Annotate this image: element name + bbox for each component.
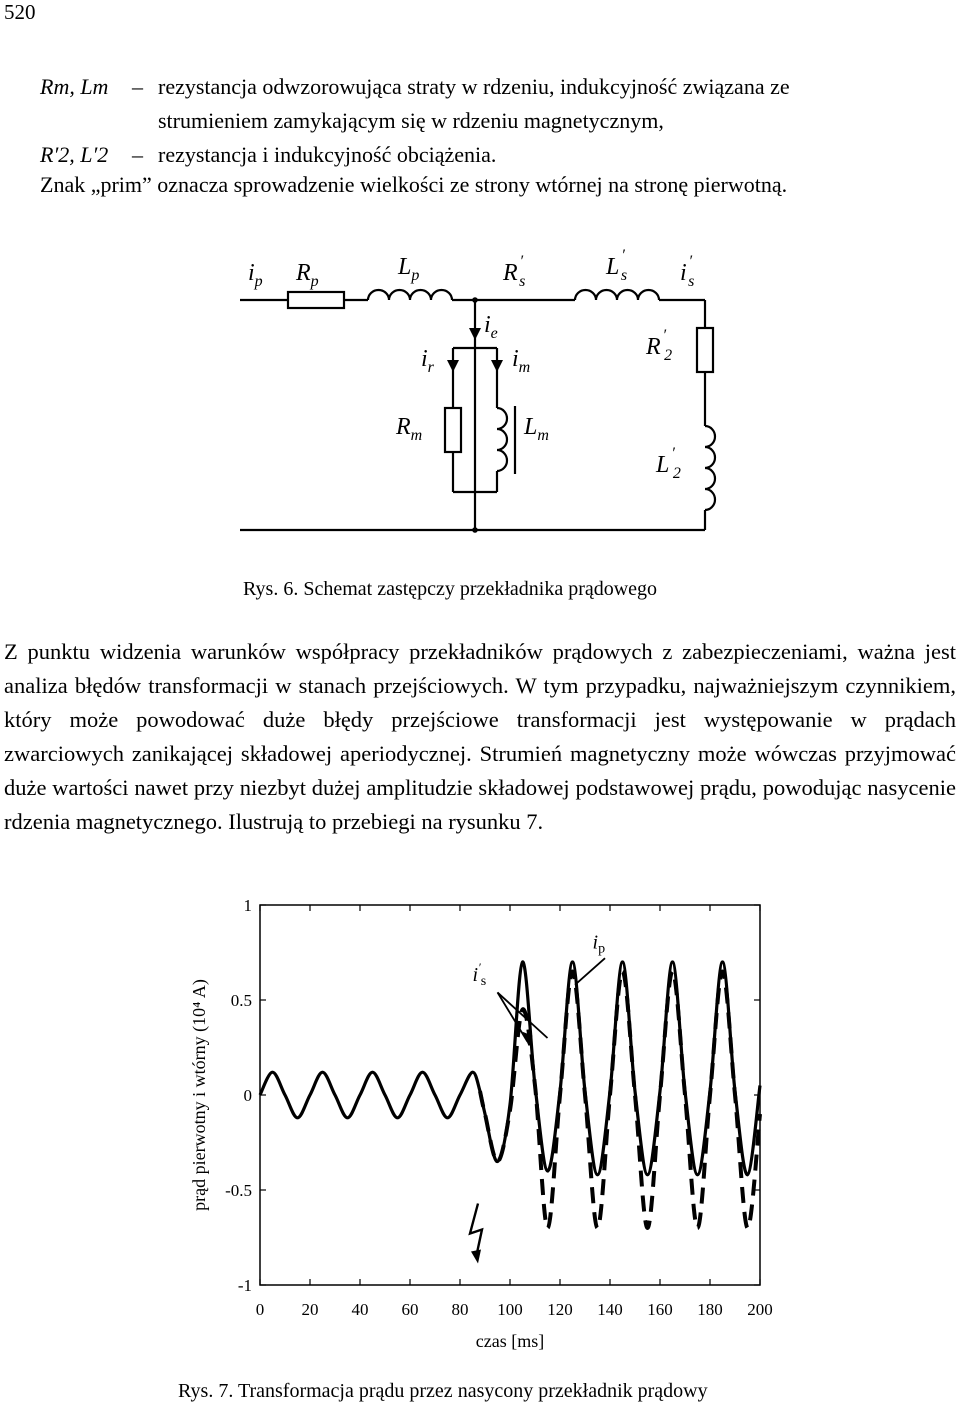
x-tick-label: 160 [647, 1300, 673, 1319]
label-ip: $i_p$ [248, 260, 263, 290]
current-transformation-chart [0, 880, 960, 1360]
definition-continuation: strumieniem zamykającym się w rdzeniu magnetycznym, [158, 108, 664, 133]
label-ls: L ′ s [606, 247, 628, 284]
x-tick-label: 40 [351, 1300, 369, 1319]
annotation-is-prime: ′ [478, 960, 481, 974]
y-tick-label: -1 [237, 1276, 252, 1295]
annotation-is [473, 960, 487, 989]
x-axis-label: czas [ms] [475, 1331, 545, 1351]
label-ir: $i_r$ [421, 346, 434, 376]
definition-symbol: Rm, Lm [40, 74, 109, 99]
ir-arrow-icon [447, 360, 459, 372]
definition-dash: – [132, 74, 143, 99]
annotation-is-sub: s [480, 974, 487, 989]
label-lp: $L_p$ [398, 254, 420, 284]
ls-inductor [575, 290, 659, 300]
x-tick-label: 180 [697, 1300, 723, 1319]
y-tick-label: -0.5 [225, 1181, 252, 1200]
annotation-ip-main: i [592, 931, 599, 954]
definition-dash: – [132, 142, 143, 167]
fault-lightning-icon [470, 1204, 482, 1258]
rp-resistor [288, 292, 344, 308]
x-tick-label: 0 [255, 1300, 265, 1319]
chart-series [260, 962, 760, 1228]
annotation-ip-pointer [575, 958, 605, 985]
y-tick-label: 1 [243, 896, 252, 915]
node-dot [472, 527, 478, 533]
y-tick-label: 0.5 [230, 991, 252, 1010]
x-tick-label: 120 [547, 1300, 573, 1319]
fault-arrowhead-icon [471, 1250, 481, 1264]
ie-arrow-icon [469, 328, 481, 340]
x-tick-label: 200 [747, 1300, 773, 1319]
label-is: i ′ s [680, 253, 695, 290]
page-number: 520 [4, 0, 36, 24]
label-ie: $i_e$ [484, 312, 498, 342]
annotation-is-pointer [498, 992, 528, 1041]
figure6-caption: Rys. 6. Schemat zastępczy przekładnika prądowego [243, 578, 658, 600]
label-rm: $R_m$ [396, 414, 423, 444]
x-tick-label: 100 [497, 1300, 523, 1319]
definition-symbol: R′2, L′2 [40, 142, 109, 167]
definitions-list [40, 70, 940, 172]
definition-rm-lm [40, 70, 940, 104]
r2-resistor [697, 328, 713, 372]
x-tick-label: 140 [597, 1300, 623, 1319]
label-r2: R ′ 2 [646, 327, 673, 364]
y-tick-label: 0 [243, 1086, 252, 1105]
l2-inductor [705, 426, 715, 510]
lp-inductor [368, 290, 452, 300]
annotation-is-main: i [472, 964, 479, 986]
prim-note: Znak „prim” oznacza sprowadzenie wielkości ze strony wtórnej na stronę pierwotną. [40, 172, 788, 197]
im-arrow-icon [491, 360, 503, 372]
lm-inductor [497, 408, 507, 471]
figure7-caption: Rys. 7. Transformacja prądu przez nasycony przekładnik prądowy [178, 1380, 708, 1402]
x-tick-label: 60 [401, 1300, 419, 1319]
definition-r2-l2 [40, 138, 940, 172]
annotation-ip-sub: p [598, 941, 606, 957]
series-ip-line [260, 962, 760, 1175]
rm-resistor [445, 408, 461, 452]
body-paragraph: Z punktu widzenia warunków współpracy przekładników prądowych z zabezpieczeniami, ważna jest analiza błędów transformacji w stanach przejściowych. W tym przypadku, najważniejszym czynnikiem, który może powodować duże błędy przejściowe transformacji jest występowanie w prądach zwarciowych zanikającej składowej aperiodycznej. Strumień magnetyczny może wówczas przyjmować duże wartości nawet przy niezbyt dużej amplitudzie składowej podstawowej prądu, powodując nasycenie rdzenia magnetycznego. Ilustrują to przebiegi na rysunku 7. [4, 639, 956, 834]
definition-text: rezystancja odwzorowująca straty w rdzeniu, indukcyjność związana ze [158, 74, 790, 99]
y-axis-label: prąd pierwotny i wtórny (10⁴ A) [189, 979, 209, 1211]
label-l2: L ′ 2 [656, 445, 681, 482]
annotation-is-pointer-2 [498, 992, 548, 1038]
label-rs: R ′ s [503, 253, 526, 290]
label-im: $i_m$ [512, 346, 531, 376]
equivalent-circuit-diagram [0, 230, 960, 570]
label-lm: $L_m$ [524, 414, 549, 444]
x-tick-label: 80 [451, 1300, 469, 1319]
label-rp: $R_p$ [296, 260, 319, 290]
chart-axes [189, 896, 773, 1351]
x-tick-label: 20 [301, 1300, 319, 1319]
annotation-ip [593, 932, 606, 957]
definition-text: rezystancja i indukcyjność obciążenia. [158, 142, 497, 167]
node-dot [472, 297, 478, 303]
